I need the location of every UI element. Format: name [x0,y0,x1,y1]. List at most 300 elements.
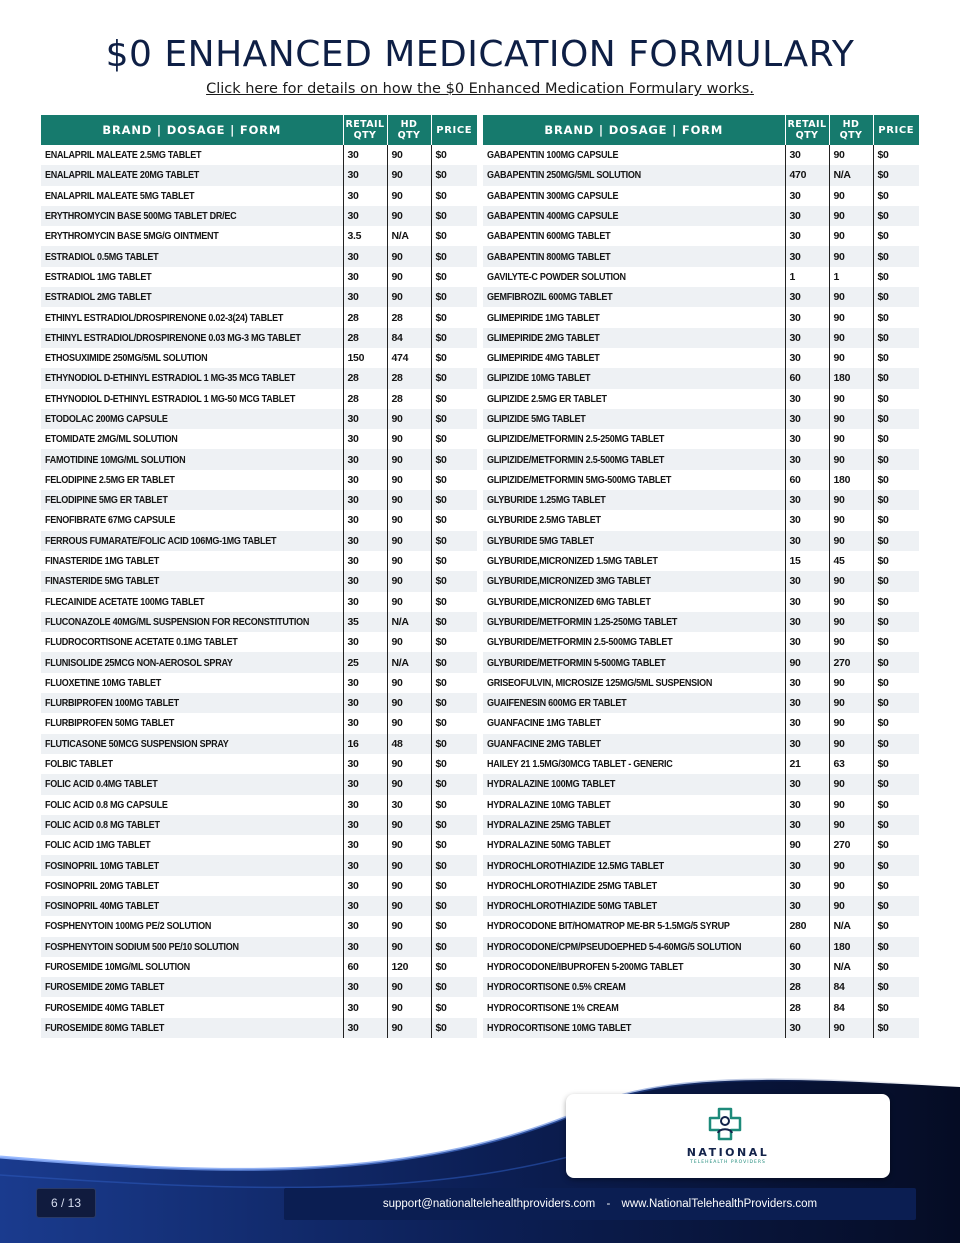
table-row [41,429,477,449]
hd-qty-cell: 90 [829,531,873,551]
medication-name-cell [41,307,343,327]
medication-name-cell [41,389,343,409]
table-row [483,449,919,469]
price-cell: $0 [431,896,477,916]
hd-qty-cell: 90 [387,510,431,530]
retail-qty-cell: 30 [343,145,387,165]
retail-qty-cell: 60 [785,937,829,957]
table-row [483,937,919,957]
hd-qty-cell: 90 [829,876,873,896]
table-row [41,551,477,571]
price-cell: $0 [431,835,477,855]
price-cell: $0 [431,307,477,327]
table-row [483,855,919,875]
price-cell: $0 [873,510,919,530]
medication-name: HYDROCHLOROTHIAZIDE 50MG TABLET [487,900,657,913]
price-cell: $0 [431,632,477,652]
price-cell: $0 [873,876,919,896]
hd-qty-cell: 28 [387,307,431,327]
medication-name: FLECAINIDE ACETATE 100MG TABLET [45,595,205,608]
medication-name: GLIPIZIDE 10MG TABLET [487,372,591,385]
medication-name: GLYBURIDE,MICRONIZED 3MG TABLET [487,575,651,588]
medication-name-cell [483,267,785,287]
price-cell: $0 [431,734,477,754]
hd-qty-cell: 90 [387,916,431,936]
medication-name-cell [483,612,785,632]
medical-cross-person-icon [707,1106,743,1142]
retail-qty-cell: 30 [785,307,829,327]
table-row [41,510,477,530]
retail-qty-cell: 30 [343,571,387,591]
medication-name: HYDROCODONE/IBUPROFEN 5-200MG TABLET [487,961,684,974]
retail-qty-cell: 30 [785,186,829,206]
table-row [483,531,919,551]
medication-name: FOLBIC TABLET [45,758,113,771]
retail-qty-cell: 30 [343,795,387,815]
medication-name-cell [41,754,343,774]
medication-name: FOLIC ACID 0.8 MG CAPSULE [45,798,168,811]
medication-name: ETHYNODIOL D-ETHINYL ESTRADIOL 1 MG-35 MCG TABLET [45,372,296,385]
retail-qty-cell: 30 [785,673,829,693]
medication-name-cell [483,287,785,307]
hd-qty-cell: 90 [829,713,873,733]
medication-name: GUAIFENESIN 600MG ER TABLET [487,697,627,710]
table-row [483,246,919,266]
price-cell: $0 [431,977,477,997]
medication-name-cell [483,490,785,510]
retail-qty-cell: 30 [785,1018,829,1038]
hd-qty-cell: 90 [829,632,873,652]
medication-name-cell [41,246,343,266]
table-row [41,449,477,469]
medication-name: FLUNISOLIDE 25MCG NON-AEROSOL SPRAY [45,656,233,669]
medication-name-cell [41,267,343,287]
retail-qty-cell: 30 [785,449,829,469]
price-cell: $0 [431,551,477,571]
retail-qty-cell: 30 [343,470,387,490]
price-cell: $0 [873,977,919,997]
retail-qty-cell: 30 [785,389,829,409]
medication-name-cell [483,977,785,997]
retail-qty-cell: 30 [785,774,829,794]
formulary-rows-right [483,145,919,1038]
support-email-link[interactable]: support@nationaltelehealthproviders.com [382,1198,596,1210]
retail-label: RETAIL [787,119,827,130]
formulary-details-link-period: . [749,81,754,97]
medication-name-cell [483,246,785,266]
price-cell: $0 [873,855,919,875]
medication-name-cell [483,713,785,733]
table-row [41,876,477,896]
medication-name: FLURBIPROFEN 50MG TABLET [45,717,175,730]
retail-qty-cell: 30 [785,328,829,348]
hd-qty-cell: 84 [387,328,431,348]
medication-name: FUROSEMIDE 10MG/ML SOLUTION [45,961,190,974]
retail-qty-cell: 30 [343,165,387,185]
medication-name-cell [483,409,785,429]
medication-name: ESTRADIOL 0.5MG TABLET [45,250,159,263]
medication-name-cell [483,632,785,652]
retail-qty-cell: 90 [785,652,829,672]
table-row [41,145,477,165]
retail-qty-cell: 30 [785,815,829,835]
medication-name-cell [41,145,343,165]
hd-qty-cell: 90 [387,693,431,713]
medication-name: HYDROCHLOROTHIAZIDE 25MG TABLET [487,879,657,892]
price-cell: $0 [873,145,919,165]
price-cell: $0 [431,267,477,287]
medication-name-cell [483,389,785,409]
medication-name: GLYBURIDE/METFORMIN 5-500MG TABLET [487,656,666,669]
retail-qty-cell: 30 [785,490,829,510]
hd-qty-cell: 28 [387,389,431,409]
medication-name: HYDROCORTISONE 10MG TABLET [487,1021,632,1034]
hd-qty-cell: 90 [387,592,431,612]
medication-name: FELODIPINE 5MG ER TABLET [45,494,168,507]
price-cell: $0 [431,652,477,672]
price-cell: $0 [431,145,477,165]
medication-name-cell [483,795,785,815]
retail-qty-cell: 30 [343,896,387,916]
price-cell: $0 [873,652,919,672]
price-cell: $0 [873,997,919,1017]
medication-name: FENOFIBRATE 67MG CAPSULE [45,514,176,527]
hd-qty-cell: 90 [829,571,873,591]
price-cell: $0 [431,348,477,368]
retail-qty-cell: 60 [785,368,829,388]
page-title: $0 ENHANCED MEDICATION FORMULARY [105,34,855,75]
price-cell: $0 [431,1018,477,1038]
hd-qty-cell: 90 [387,754,431,774]
price-cell: $0 [431,673,477,693]
retail-qty-cell: 30 [343,531,387,551]
medication-name: FLUTICASONE 50MCG SUSPENSION SPRAY [45,737,229,750]
medication-name: GLYBURIDE/METFORMIN 2.5-500MG TABLET [487,636,673,649]
hd-qty-cell: 90 [829,409,873,429]
hd-qty-cell: 90 [829,795,873,815]
table-row [41,267,477,287]
table-row [41,835,477,855]
medication-name-cell [41,348,343,368]
hd-qty-cell: 90 [387,206,431,226]
hd-qty-cell: 90 [387,997,431,1017]
medication-name: GEMFIBROZIL 600MG TABLET [487,291,613,304]
website-link[interactable]: www.NationalTelehealthProviders.com [621,1198,818,1210]
hd-qty-cell: 90 [387,409,431,429]
price-cell: $0 [431,186,477,206]
price-cell: $0 [873,267,919,287]
retail-qty-cell: 35 [343,612,387,632]
retail-qty-cell: 30 [785,795,829,815]
retail-qty-cell: 30 [785,612,829,632]
retail-qty-cell: 25 [343,652,387,672]
table-row [41,287,477,307]
medication-name: FOSPHENYTOIN 100MG PE/2 SOLUTION [45,920,212,933]
retail-qty-cell: 30 [343,997,387,1017]
table-row [483,876,919,896]
medication-name-cell [41,916,343,936]
qty-label: QTY [839,130,863,141]
table-row [41,916,477,936]
price-cell: $0 [873,815,919,835]
price-cell: $0 [431,206,477,226]
hd-qty-cell: 90 [829,1018,873,1038]
medication-name-cell [483,186,785,206]
medication-name-cell [41,937,343,957]
table-row [41,389,477,409]
table-row [41,713,477,733]
medication-name: GAVILYTE-C POWDER SOLUTION [487,270,626,283]
medication-name-cell [483,855,785,875]
table-row [41,693,477,713]
retail-qty-cell: 30 [343,287,387,307]
medication-name: FOLIC ACID 0.8 MG TABLET [45,818,160,831]
price-cell: $0 [431,510,477,530]
medication-name-cell [483,551,785,571]
price-cell: $0 [431,592,477,612]
medication-name-cell [41,449,343,469]
medication-name-cell [41,165,343,185]
table-row [483,226,919,246]
medication-name-cell [41,652,343,672]
table-row [483,592,919,612]
table-row [483,713,919,733]
medication-name-cell [41,368,343,388]
hd-qty-cell: 90 [387,937,431,957]
hd-qty-cell: 90 [387,551,431,571]
price-cell: $0 [873,551,919,571]
medication-name-cell [483,571,785,591]
medication-name: ETHOSUXIMIDE 250MG/5ML SOLUTION [45,352,208,365]
price-cell: $0 [431,612,477,632]
table-header-row [483,115,919,145]
hd-qty-cell: 270 [829,652,873,672]
medication-name: ESTRADIOL 1MG TABLET [45,270,152,283]
retail-qty-cell: 30 [785,693,829,713]
hd-qty-cell: 90 [387,145,431,165]
price-cell: $0 [431,226,477,246]
retail-qty-cell: 30 [343,510,387,530]
medication-name: ENALAPRIL MALEATE 2.5MG TABLET [45,149,202,162]
hd-qty-cell: 90 [829,774,873,794]
price-cell: $0 [873,571,919,591]
price-cell: $0 [873,592,919,612]
hd-qty-cell: 90 [387,470,431,490]
retail-qty-cell: 28 [785,977,829,997]
qty-label: QTY [353,130,377,141]
price-cell: $0 [431,470,477,490]
hd-label: HD [842,119,860,130]
table-row [41,815,477,835]
formulary-details-link[interactable] [0,81,960,97]
formulary-details-link-text[interactable]: Click here for details on how the $0 Enhanced Medication Formulary works [206,81,750,97]
retail-qty-cell: 280 [785,916,829,936]
table-row [483,997,919,1017]
medication-name-cell [483,226,785,246]
table-row [483,632,919,652]
hd-qty-cell: 63 [829,754,873,774]
medication-name: ENALAPRIL MALEATE 5MG TABLET [45,189,195,202]
table-row [483,328,919,348]
medication-name-cell [41,490,343,510]
table-row [483,916,919,936]
medication-name: GUANFACINE 1MG TABLET [487,717,601,730]
medication-name-cell [41,571,343,591]
table-row [41,226,477,246]
medication-name: ETHYNODIOL D-ETHINYL ESTRADIOL 1 MG-50 MCG TABLET [45,392,296,405]
hd-qty-cell: 90 [387,774,431,794]
hd-qty-cell: N/A [387,226,431,246]
price-cell: $0 [431,957,477,977]
price-cell: $0 [873,673,919,693]
medication-name-cell [41,1018,343,1038]
column-header-retail-qty [343,115,387,145]
retail-qty-cell: 30 [785,206,829,226]
medication-name: ERYTHROMYCIN BASE 5MG/G OINTMENT [45,230,219,243]
medication-name: GUANFACINE 2MG TABLET [487,737,601,750]
table-row [41,734,477,754]
medication-name: GLIMEPIRIDE 4MG TABLET [487,352,600,365]
medication-name: FELODIPINE 2.5MG ER TABLET [45,473,175,486]
table-row [41,997,477,1017]
price-cell: $0 [431,287,477,307]
retail-qty-cell: 30 [785,287,829,307]
table-row [41,1018,477,1038]
table-row [483,612,919,632]
column-header-hd-qty [387,115,431,145]
table-row [41,957,477,977]
price-cell: $0 [431,997,477,1017]
table-row [483,165,919,185]
medication-name: GLYBURIDE/METFORMIN 1.25-250MG TABLET [487,615,678,628]
table-row [41,855,477,875]
medication-name: HAILEY 21 1.5MG/30MCG TABLET - GENERIC [487,758,673,771]
qty-label: QTY [795,130,819,141]
medication-name-cell [483,449,785,469]
medication-name-cell [483,876,785,896]
hd-qty-cell: 90 [829,673,873,693]
price-cell: $0 [873,449,919,469]
retail-qty-cell: 30 [785,855,829,875]
table-row [483,652,919,672]
hd-qty-cell: 90 [387,977,431,997]
price-cell: $0 [431,246,477,266]
medication-name: GLYBURIDE 2.5MG TABLET [487,514,601,527]
medication-name-cell [41,592,343,612]
medication-name-cell [41,206,343,226]
table-row [483,673,919,693]
medication-name-cell [483,734,785,754]
logo-card [566,1094,890,1178]
price-cell: $0 [431,855,477,875]
price-cell: $0 [873,348,919,368]
hd-qty-cell: 474 [387,348,431,368]
table-row [41,348,477,368]
retail-qty-cell: 30 [343,449,387,469]
medication-name-cell [483,145,785,165]
table-row [483,957,919,977]
price-cell: $0 [873,937,919,957]
retail-qty-cell: 30 [785,429,829,449]
hd-qty-cell: 90 [387,287,431,307]
table-row [483,368,919,388]
hd-qty-cell: 90 [387,267,431,287]
hd-qty-cell: 90 [829,815,873,835]
medication-name-cell [41,409,343,429]
price-cell: $0 [873,896,919,916]
table-row [483,206,919,226]
hd-qty-cell: 90 [829,693,873,713]
medication-name-cell [483,754,785,774]
retail-qty-cell: 30 [343,693,387,713]
retail-qty-cell: 30 [785,571,829,591]
medication-name-cell [41,612,343,632]
price-cell: $0 [873,734,919,754]
medication-name: GLIMEPIRIDE 1MG TABLET [487,311,600,324]
medication-name: ETHINYL ESTRADIOL/DROSPIRENONE 0.03 MG-3 MG TABLET [45,331,301,344]
medication-name: GLIPIZIDE/METFORMIN 2.5-500MG TABLET [487,453,665,466]
medication-name-cell [41,287,343,307]
hd-qty-cell: N/A [829,165,873,185]
hd-qty-cell: 90 [387,449,431,469]
table-row [41,652,477,672]
retail-qty-cell: 60 [785,470,829,490]
retail-qty-cell: 30 [343,592,387,612]
retail-qty-cell: 30 [343,1018,387,1038]
medication-name-cell [483,693,785,713]
retail-qty-cell: 30 [343,551,387,571]
hd-qty-cell: N/A [387,652,431,672]
table-row [41,673,477,693]
table-row [41,896,477,916]
price-cell: $0 [873,774,919,794]
table-row [41,612,477,632]
formulary-rows-left [41,145,477,1038]
hd-qty-cell: 90 [829,734,873,754]
table-row [483,470,919,490]
table-row [483,693,919,713]
price-cell: $0 [873,632,919,652]
retail-qty-cell: 30 [343,267,387,287]
price-cell: $0 [873,470,919,490]
hd-qty-cell: 84 [829,977,873,997]
medication-name: FLUCONAZOLE 40MG/ML SUSPENSION FOR RECONSTITUTION [45,615,310,628]
medication-name: FLUOXETINE 10MG TABLET [45,676,162,689]
medication-name: ERYTHROMYCIN BASE 500MG TABLET DR/EC [45,210,237,223]
retail-qty-cell: 28 [785,997,829,1017]
table-row [41,307,477,327]
hd-qty-cell: 180 [829,470,873,490]
medication-name-cell [483,774,785,794]
retail-qty-cell: 30 [343,186,387,206]
price-cell: $0 [873,226,919,246]
hd-qty-cell: 28 [387,368,431,388]
medication-name-cell [41,876,343,896]
medication-name-cell [483,673,785,693]
retail-qty-cell: 28 [343,328,387,348]
column-header-price: PRICE [431,115,477,145]
retail-qty-cell: 30 [785,734,829,754]
hd-qty-cell: 120 [387,957,431,977]
medication-name: GLIPIZIDE/METFORMIN 5MG-500MG TABLET [487,473,672,486]
logo-wordmark: NATIONAL [686,1146,770,1159]
medication-name: FUROSEMIDE 20MG TABLET [45,981,165,994]
retail-qty-cell: 30 [343,713,387,733]
retail-qty-cell: 30 [785,531,829,551]
hd-qty-cell: 90 [829,429,873,449]
price-cell: $0 [873,795,919,815]
price-cell: $0 [431,449,477,469]
